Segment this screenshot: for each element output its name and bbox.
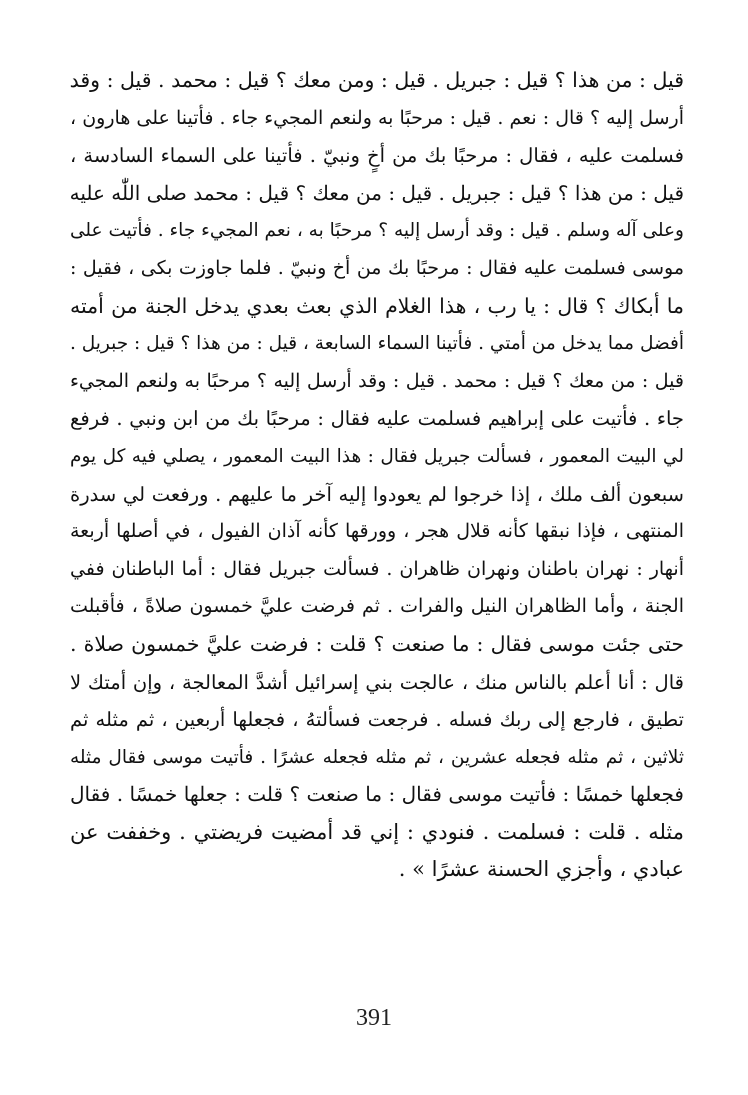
text-line: أنهار : نهران باطنان ونهران ظاهران . فسألت جبريل فقال : أما الباطنان ففي (70, 557, 684, 580)
text-line: أفضل مما يدخل من أمتي . فأتينا السماء السابعة ، قيل : من هذا ؟ قيل : جبريل . (70, 333, 684, 355)
text-line: قيل : من هذا ؟ قيل : جبريل . قيل : ومن معك ؟ قيل : محمد . قيل : وقد (70, 68, 684, 92)
text-line: قيل : من معك ؟ قيل : محمد . قيل : وقد أرسل إليه ؟ مرحبًا به ولنعم المجيء (70, 369, 684, 392)
text-line: وعلى آله وسلم . قيل : وقد أرسل إليه ؟ مرحبًا به ، نعم المجيء جاء . فأتيت على (70, 220, 684, 242)
text-line: فجعلها خمسًا : فأتيت موسى فقال : ما صنعت ؟ قلت : جعلها خمسًا . فقال (70, 782, 684, 807)
text-line: فسلمت عليه ، فقال : مرحبًا بك من أخٍ ونبيّ . فأتينا على السماء السادسة ، (70, 144, 684, 168)
text-line: لي البيت المعمور ، فسألت جبريل فقال : هذا البيت المعمور ، يصلي فيه كل يوم (70, 445, 684, 467)
text-line: تطيق ، فارجع إلى ربك فسله . فرجعت فسألتهُ ، فجعلها أربعين ، ثم مثله ثم (70, 708, 684, 732)
text-line: أرسل إليه ؟ قال : نعم . قيل : مرحبًا به ولنعم المجيء جاء . فأتينا على هارون ، (70, 106, 684, 129)
text-line: ما أبكاك ؟ قال : يا رب ، هذا الغلام الذي بعث بعدي يدخل الجنة من أمته (70, 293, 684, 318)
text-line: موسى فسلمت عليه فقال : مرحبًا بك من أخ ونبيّ . فلما جاوزت بكى ، فقيل : (70, 256, 684, 279)
text-line: جاء . فأتيت على إبراهيم فسلمت عليه فقال : مرحبًا بك من ابن ونبي . فرفع (70, 407, 684, 431)
text-line: قال : أنا أعلم بالناس منك ، عالجت بني إسرائيل أشدَّ المعالجة ، وإن أمتك لا (70, 670, 684, 694)
text-line: الجنة ، وأما الظاهران النيل والفرات . ثم فرضت عليَّ خمسون صلاةً ، فأقبلت (70, 595, 684, 618)
document-body (70, 62, 684, 889)
text-line: عبادي ، وأجزي الحسنة عشرًا » . (398, 857, 684, 882)
text-line: حتى جئت موسى فقال : ما صنعت ؟ قلت : فرضت عليَّ خمسون صلاة . (70, 631, 684, 656)
text-line: مثله . قلت : فسلمت . فنودي : إني قد أمضيت فريضتي . وخففت عن (70, 819, 684, 844)
text-line: سبعون ألف ملك ، إذا خرجوا لم يعودوا إليه آخر ما عليهم . ورفعت لي سدرة (70, 482, 684, 506)
text-line: قيل : من هذا ؟ قيل : جبريل . قيل : من معك ؟ قيل : محمد صلى اللّٰه عليه (70, 180, 684, 205)
page-number: 391 (356, 1005, 392, 1031)
text-line: المنتهى ، فإذا نبقها كأنه قلال هجر ، وورقها كأنه آذان الفيول ، في أصلها أربعة (70, 520, 684, 543)
text-line: ثلاثين ، ثم مثله فجعله عشرين ، ثم مثله فجعله عشرًا . فأتيت موسى فقال مثله (70, 746, 684, 768)
